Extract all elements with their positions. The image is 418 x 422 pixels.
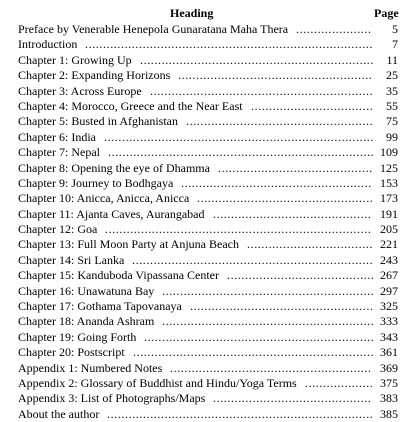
toc-entry-title: Chapter 12: Goa — [18, 222, 98, 237]
toc-entry-title: Chapter 19: Going Forth — [18, 329, 137, 344]
dot-leader: ..................... — [296, 22, 372, 36]
dot-leader: .................................................... — [186, 114, 374, 129]
dot-leader: ........................................................... — [162, 314, 375, 329]
toc-entry — [18, 145, 418, 160]
toc-entry-page-number: 75 — [386, 114, 398, 129]
toc-entry — [18, 345, 418, 360]
toc-entry-page-number: 221 — [380, 237, 398, 252]
toc-entry-title: Chapter 20: Postscript — [18, 345, 125, 360]
toc-entry-title: Appendix 1: Numbered Notes — [18, 360, 163, 375]
toc-entry-page-number: 343 — [380, 329, 398, 344]
toc-entry-page-number: 5 — [392, 22, 398, 36]
toc-entry-page-number: 325 — [380, 299, 398, 314]
dot-leader: ............................................ — [213, 206, 372, 221]
toc-entry — [18, 253, 418, 268]
toc-entry-title: Chapter 1: Growing Up — [18, 52, 132, 67]
toc-entry — [18, 299, 418, 314]
toc-entry — [18, 222, 418, 237]
toc-entry — [18, 314, 418, 329]
dot-leader: ................................................................ — [144, 329, 375, 344]
toc-entry-title: Chapter 8: Opening the eye of Dhamma — [18, 160, 210, 175]
toc-entry — [18, 22, 418, 37]
toc-entry-title: Chapter 13: Full Moon Party at Anjuna Beach — [18, 237, 239, 252]
heading-column-header: Heading — [170, 6, 214, 20]
dot-leader: ............................................ — [213, 391, 372, 406]
toc-entry-page-number: 385 — [380, 406, 398, 421]
toc-entry-page-number: 173 — [380, 191, 398, 206]
dot-leader: ................................................................... — [132, 252, 374, 267]
toc-entry-title: Chapter 3: Across Europe — [18, 83, 142, 98]
dot-leader: ......................................... — [227, 268, 375, 283]
toc-entry — [18, 53, 418, 68]
toc-entry — [18, 207, 418, 222]
toc-entry — [18, 68, 418, 83]
dot-leader: ................................... — [247, 237, 373, 252]
toc-entry-page-number: 25 — [386, 68, 398, 83]
toc-entry-page-number: 267 — [380, 268, 398, 283]
dot-leader: .................................. — [251, 98, 374, 113]
dot-leader: ...................................................... — [178, 68, 373, 83]
toc-entry-title: Chapter 10: Anicca, Anicca, Anicca — [18, 191, 190, 206]
toc-entries — [18, 22, 418, 422]
dot-leader: ................................................................. — [140, 52, 374, 67]
dot-leader: ................................................................................ — [85, 37, 373, 52]
toc-entry-title: Preface by Venerable Henepola Gunaratana Maha Thera — [18, 22, 289, 36]
toc-entry — [18, 114, 418, 129]
toc-entry-title: Chapter 9: Journey to Bodhgaya — [18, 175, 174, 190]
toc-entry-title: Chapter 4: Morocco, Greece and the Near East — [18, 98, 243, 113]
toc-entry-page-number: 109 — [380, 145, 398, 160]
toc-entry-page-number: 11 — [386, 52, 398, 67]
toc-entry-page-number: 125 — [380, 160, 398, 175]
toc-entry-page-number: 361 — [380, 345, 398, 360]
dot-leader: ................................................................... — [133, 345, 375, 360]
toc-entry-title: Chapter 17: Gothama Tapovanaya — [18, 299, 182, 314]
toc-entry — [18, 391, 418, 406]
toc-entry-page-number: 333 — [380, 314, 398, 329]
toc-entry — [18, 191, 418, 206]
dot-leader: ........................................................................... — [104, 129, 374, 144]
dot-leader: .............................................................. — [150, 83, 374, 98]
toc-entry-page-number: 35 — [386, 83, 398, 98]
toc-entry-page-number: 297 — [380, 283, 398, 298]
table-of-contents — [18, 6, 418, 422]
toc-entry — [18, 37, 418, 52]
toc-entry — [18, 99, 418, 114]
toc-entry — [18, 361, 418, 376]
toc-entry — [18, 330, 418, 345]
toc-entry-page-number: 191 — [380, 206, 398, 221]
toc-entry — [18, 376, 418, 391]
toc-entry-title: About the author — [18, 406, 100, 421]
toc-entry-page-number: 375 — [380, 375, 398, 390]
toc-entry-title: Chapter 11: Ajanta Caves, Aurangabad — [18, 206, 205, 221]
dot-leader: ........................................... — [218, 160, 373, 175]
toc-entry-title: Chapter 2: Expanding Horizons — [18, 68, 171, 83]
toc-entry — [18, 407, 418, 422]
toc-entry-title: Chapter 6: India — [18, 129, 96, 144]
toc-entry-title: Chapter 7: Nepal — [18, 145, 100, 160]
dot-leader: ..................................................... — [181, 175, 372, 190]
toc-entry-page-number: 7 — [392, 37, 398, 52]
dot-leader: .......................................................................... — [105, 222, 372, 237]
toc-header-row — [18, 6, 418, 21]
dot-leader: .......................................................................... — [108, 145, 375, 160]
toc-entry-title: Appendix 3: List of Photographs/Maps — [18, 391, 206, 406]
dot-leader: ................................................. — [197, 191, 374, 206]
toc-entry-title: Introduction — [18, 37, 78, 52]
dot-leader: ........................................................... — [162, 283, 375, 298]
dot-leader: ........................................................ — [170, 360, 372, 375]
toc-entry-page-number: 99 — [386, 129, 398, 144]
toc-entry-title: Chapter 14: Sri Lanka — [18, 252, 125, 267]
toc-entry-page-number: 369 — [380, 360, 398, 375]
toc-entry-page-number: 205 — [380, 222, 398, 237]
toc-entry — [18, 237, 418, 252]
toc-entry-title: Chapter 15: Kanduboda Vipassana Center — [18, 268, 220, 283]
toc-entry — [18, 284, 418, 299]
toc-entry — [18, 176, 418, 191]
toc-entry-title: Appendix 2: Glossary of Buddhist and Hindu/Yoga Terms — [18, 375, 297, 390]
dot-leader: ................................................... — [190, 299, 374, 314]
toc-entry — [18, 130, 418, 145]
toc-entry-page-number: 55 — [386, 98, 398, 113]
toc-entry-page-number: 383 — [380, 391, 398, 406]
toc-entry — [18, 161, 418, 176]
dot-leader: .......................................................................... — [107, 406, 374, 421]
toc-entry — [18, 268, 418, 283]
toc-entry-title: Chapter 16: Unawatuna Bay — [18, 283, 155, 298]
page-column-header: Page — [374, 6, 399, 20]
toc-entry-page-number: 243 — [380, 252, 398, 267]
toc-entry-title: Chapter 5: Busted in Afghanistan — [18, 114, 178, 129]
toc-entry-page-number: 153 — [380, 175, 398, 190]
toc-entry — [18, 84, 418, 99]
toc-entry-title: Chapter 18: Ananda Ashram — [18, 314, 155, 329]
dot-leader: ................... — [305, 375, 374, 390]
